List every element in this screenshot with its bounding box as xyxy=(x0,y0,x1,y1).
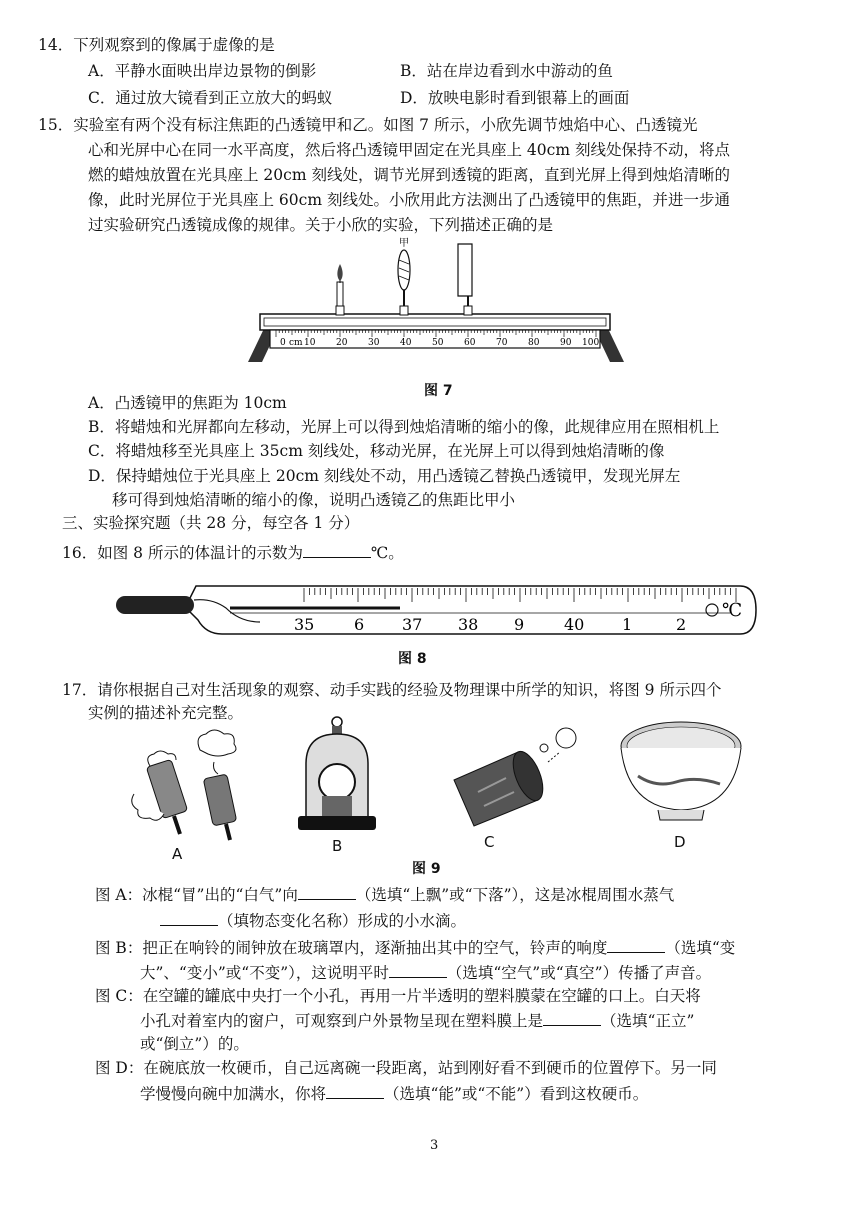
thermometer-figure xyxy=(110,576,760,640)
thermo-scale-42: 2 xyxy=(676,615,687,634)
q17-item-d-blank[interactable] xyxy=(326,1082,384,1099)
q17-item-b-text-3: 大”、“变小”或“不变”），这说明平时 xyxy=(140,964,389,982)
q15-option-b: B．将蜡烛和光屏都向左移动，光屏上可以得到烛焰清晰的缩小的像，此规律应用在照相机上 xyxy=(88,418,720,436)
q14-option-d: D．放映电影时看到银幕上的画面 xyxy=(400,89,630,107)
q17-item-c-blank[interactable] xyxy=(543,1009,601,1026)
thermo-scale-40: 40 xyxy=(564,615,585,634)
q15-option-a: A．凸透镜甲的焦距为 10cm xyxy=(88,394,287,412)
candle xyxy=(336,264,344,315)
section-3-heading: 三、实验探究题（共 28 分，每空各 1 分） xyxy=(62,514,360,532)
figure-9-label-d: D xyxy=(674,833,686,851)
q17-item-b xyxy=(95,936,735,959)
q17-item-a-blank-1[interactable] xyxy=(298,883,356,900)
q17-item-b-text-1: 图 B：把正在响铃的闹钟放在玻璃罩内，逐渐抽出其中的空气，铃声的响度 xyxy=(95,939,608,957)
q17-item-a-blank-2[interactable] xyxy=(160,909,218,926)
bench-tick-90: 90 xyxy=(560,338,572,348)
q17-item-b-blank-1[interactable] xyxy=(607,936,665,953)
q16-answer-blank[interactable] xyxy=(303,541,371,558)
bench-tick-40: 40 xyxy=(400,338,412,348)
q15-line-5: 过实验研究凸透镜成像的规律。关于小欣的实验，下列描述正确的是 xyxy=(88,216,554,234)
q17-item-d-line-1: 图 D：在碗底放一枚硬币，自己远离碗一段距离，站到刚好看不到硬币的位置停下。另一同 xyxy=(95,1059,717,1077)
bench-tick-70: 70 xyxy=(496,338,508,348)
q17-item-a-text-2: （选填“上飘”或“下落”），这是冰棍周围水蒸气 xyxy=(355,886,675,904)
q17-item-d-line-2 xyxy=(140,1082,648,1105)
figure-9-caption: 图 9 xyxy=(412,861,441,877)
optical-bench-figure xyxy=(240,234,630,368)
q15-line-4: 像，此时光屏位于光具座上 60cm 刻线处。小欣用此方法测出了凸透镜甲的焦距，并进一步通 xyxy=(88,191,730,209)
bench-tick-80: 80 xyxy=(528,338,540,348)
q17-item-d-text-2: 学慢慢向碗中加满水，你将 xyxy=(140,1085,327,1103)
page-number: 3 xyxy=(430,1138,439,1153)
thermo-scale-38: 38 xyxy=(458,615,479,634)
bench-tick-30: 30 xyxy=(368,338,380,348)
bench-tick-50: 50 xyxy=(432,338,444,348)
q14-option-c: C．通过放大镜看到正立放大的蚂蚁 xyxy=(88,89,333,107)
q15-line-2: 心和光屏中心在同一水平高度，然后将凸透镜甲固定在光具座上 40cm 刻线处保持不动，将点 xyxy=(88,141,730,159)
q17-line-1: 17．请你根据自己对生活现象的观察、动手实践的经验及物理课中所学的知识，将图 9 所示四个 xyxy=(62,681,722,699)
figure-9-label-c: C xyxy=(484,833,495,851)
thermo-scale-39: 9 xyxy=(514,615,525,634)
q17-item-c-text-2: 小孔对着室内的窗户，可观察到户外景物呈现在塑料膜上是 xyxy=(140,1012,544,1030)
q16-unit: ℃。 xyxy=(370,544,404,562)
q17-item-b-text-2: （选填“变 xyxy=(665,939,736,957)
q15-option-d-line-1: D．保持蜡烛位于光具座上 20cm 刻线处不动，用凸透镜乙替换凸透镜甲，发现光屏左 xyxy=(88,467,681,485)
q15-option-c: C．将蜡烛移至光具座上 35cm 刻线处，移动光屏，在光屏上可以得到烛焰清晰的像 xyxy=(88,442,665,460)
bench-tick-0: 0 xyxy=(280,338,286,348)
figure-9-label-b: B xyxy=(332,837,343,855)
q17-item-b-text-4: （选填“空气”或“真空”）传播了声音。 xyxy=(446,964,712,982)
figure-8-caption: 图 8 xyxy=(398,651,427,667)
bench-tick-20: 20 xyxy=(336,338,348,348)
q14-option-a: A．平静水面映出岸边景物的倒影 xyxy=(88,62,317,80)
thermo-scale-35: 35 xyxy=(294,615,315,634)
q17-item-a xyxy=(95,883,674,906)
pinhole-can-illustration xyxy=(448,722,588,832)
bell-jar-illustration xyxy=(292,712,382,834)
light-screen xyxy=(458,244,472,315)
q17-item-c-line-3: 或“倒立”）的。 xyxy=(140,1035,249,1053)
q17-item-c-line-2 xyxy=(140,1009,694,1032)
popsicle-illustration xyxy=(128,722,258,842)
q17-item-b-line-2 xyxy=(140,961,711,984)
bench-tick-100: 100 xyxy=(582,338,600,348)
thermo-scale-36: 6 xyxy=(354,615,365,634)
q14-option-b: B．站在岸边看到水中游动的鱼 xyxy=(400,62,613,80)
thermo-scale-41: 1 xyxy=(622,615,633,634)
figure-7-caption: 图 7 xyxy=(424,383,453,399)
bench-tick-60: 60 xyxy=(464,338,476,348)
q17-item-c-line-1: 图 C：在空罐的罐底中央打一个小孔，再用一片半透明的塑料膜蒙在空罐的口上。白天将 xyxy=(95,987,701,1005)
bench-tick-cm: cm xyxy=(289,338,303,348)
q17-item-a-text-3: （填物态变化名称）形成的小水滴。 xyxy=(218,912,467,930)
q17-line-2: 实例的描述补充完整。 xyxy=(88,704,244,722)
q17-item-c-text-3: （选填“正立” xyxy=(601,1012,695,1030)
q15-option-d-line-2: 移可得到烛焰清晰的缩小的像，说明凸透镜乙的焦距比甲小 xyxy=(112,491,516,509)
q15-line-1: 15．实验室有两个没有标注焦距的凸透镜甲和乙。如图 7 所示，小欣先调节烛焰中心、凸透镜光 xyxy=(38,116,698,134)
thermo-scale-37: 37 xyxy=(402,615,423,634)
figure-9-label-a: A xyxy=(172,845,183,863)
q16-stem xyxy=(62,541,404,564)
q17-item-a-line-2 xyxy=(160,909,466,932)
bench-tick-10: 10 xyxy=(304,338,316,348)
bowl-illustration xyxy=(616,718,746,826)
thermo-unit-mark: ℃ xyxy=(722,600,743,621)
q17-item-a-text-1: 图 A：冰棍“冒”出的“白气”向 xyxy=(95,886,298,904)
q17-item-d-text-3: （选填“能”或“不能”）看到这枚硬币。 xyxy=(384,1085,649,1103)
q15-line-3: 燃的蜡烛放置在光具座上 20cm 刻线处，调节光屏到透镜的距离，直到光屏上得到烛焰清晰的 xyxy=(88,166,730,184)
q17-item-b-blank-2[interactable] xyxy=(389,961,447,978)
q16-stem-text: 16．如图 8 所示的体温计的示数为 xyxy=(62,544,303,562)
lens-label: 甲 xyxy=(399,238,409,249)
q14-stem: 14．下列观察到的像属于虚像的是 xyxy=(38,36,275,54)
convex-lens xyxy=(398,250,410,315)
